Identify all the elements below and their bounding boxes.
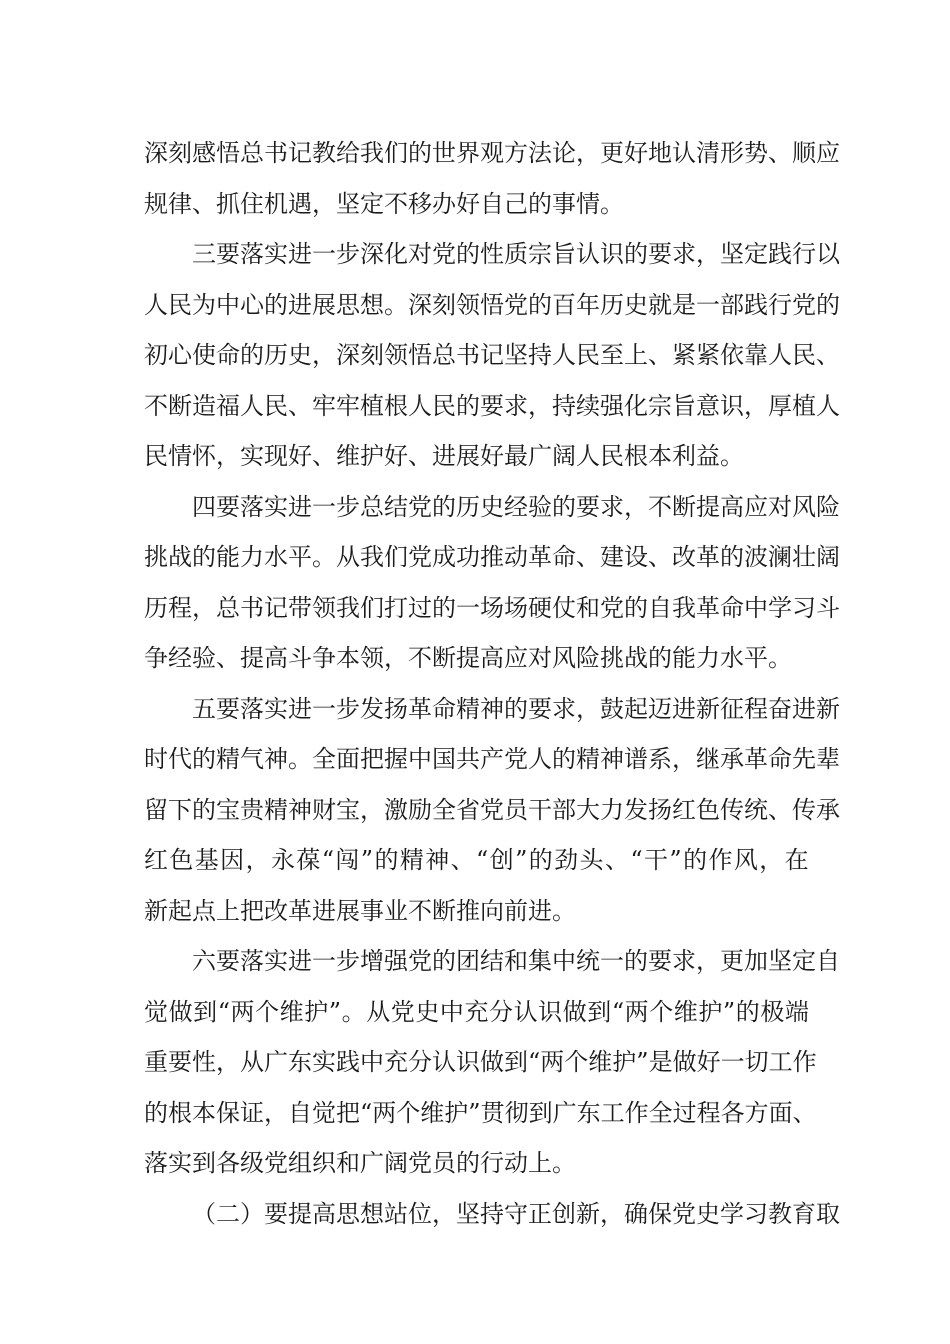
- text-line: 红 色 基 因 ， 永 葆 “ 闯 ” 的 精 神 、 “ 创 ” 的 劲 头 、 “ 干 ” 的 作 风 ， 在: [144, 846, 809, 874]
- text-line: 时 代 的 精 气 神 。 全 面 把 握 中 国 共 产 党 人 的 精 神 谱 系 ， 继 承 革 命 先 辈: [144, 745, 840, 773]
- text-line: 深 刻 感 悟 总 书 记 教 给 我 们 的 世 界 观 方 法 论 ， 更 好 地 认 清 形 势 、 顺 应: [144, 139, 840, 167]
- text-line: 觉 做 到 “ 两 个 维 护 ” 。 从 党 史 中 充 分 认 识 做 到 “ 两 个 维 护 ” 的 极 端: [144, 997, 809, 1026]
- text-line: （ 二 ） 要 提 高 思 想 站 位 ， 坚 持 守 正 创 新 ， 确 保 党 史 学 习 教 育 取: [192, 1199, 840, 1228]
- text-line: 挑 战 的 能 力 水 平 。 从 我 们 党 成 功 推 动 革 命 、 建 设 、 改 革 的 波 澜 壮 阔: [144, 543, 840, 571]
- text-line: 新起点上把改革进展事业不断推向前进。: [144, 896, 576, 925]
- text-line: 三 要 落 实 进 一 步 深 化 对 党 的 性 质 宗 旨 认 识 的 要 求 ， 坚 定 践 行 以: [192, 240, 840, 268]
- text-line: 民情怀，实现好、维护好、进展好最广阔人民根本利益。: [144, 442, 744, 470]
- text-line: 重 要 性 ， 从 广 东 实 践 中 充 分 认 识 做 到 “ 两 个 维 护 ” 是 做 好 一 切 工 作: [144, 1048, 817, 1076]
- text-line: 争经验、提高斗争本领，不断提高应对风险挑战的能力水平。: [144, 644, 792, 672]
- text-line: 四 要 落 实 进 一 步 总 结 党 的 历 史 经 验 的 要 求 ， 不 断 提 高 应 对 风 险: [192, 492, 840, 521]
- text-line: 落实到各级党组织和广阔党员的行动上。: [144, 1149, 576, 1177]
- text-line: 的 根 本 保 证 ， 自 觉 把 “ 两 个 维 护 ” 贯 彻 到 广 东 工 作 全 过 程 各 方 面 、: [144, 1098, 817, 1127]
- text-line: 六 要 落 实 进 一 步 增 强 党 的 团 结 和 集 中 统 一 的 要 求 ， 更 加 坚 定 自: [192, 947, 840, 975]
- text-line: 人 民 为 中 心 的 进 展 思 想 。 深 刻 领 悟 党 的 百 年 历 史 就 是 一 部 践 行 党 的: [144, 290, 840, 319]
- text-line: 规律、抓住机遇，坚定不移办好自己的事情。: [144, 189, 624, 218]
- text-line: 初 心 使 命 的 历 史 ， 深 刻 领 悟 总 书 记 坚 持 人 民 至 上 、 紧 紧 依 靠 人 民 、: [144, 341, 840, 369]
- text-line: 历 程 ， 总 书 记 带 领 我 们 打 过 的 一 场 场 硬 仗 和 党 的 自 我 革 命 中 学 习 斗: [144, 593, 840, 622]
- text-line: 不 断 造 福 人 民 、 牢 牢 植 根 人 民 的 要 求 ， 持 续 强 化 宗 旨 意 识 ， 厚 植 人: [144, 391, 840, 420]
- text-line: 五 要 落 实 进 一 步 发 扬 革 命 精 神 的 要 求 ， 鼓 起 迈 进 新 征 程 奋 进 新: [192, 694, 840, 723]
- text-line: 留 下 的 宝 贵 精 神 财 宝 ， 激 励 全 省 党 员 干 部 大 力 发 扬 红 色 传 统 、 传 承: [144, 795, 840, 824]
- document-body: [144, 128, 840, 1239]
